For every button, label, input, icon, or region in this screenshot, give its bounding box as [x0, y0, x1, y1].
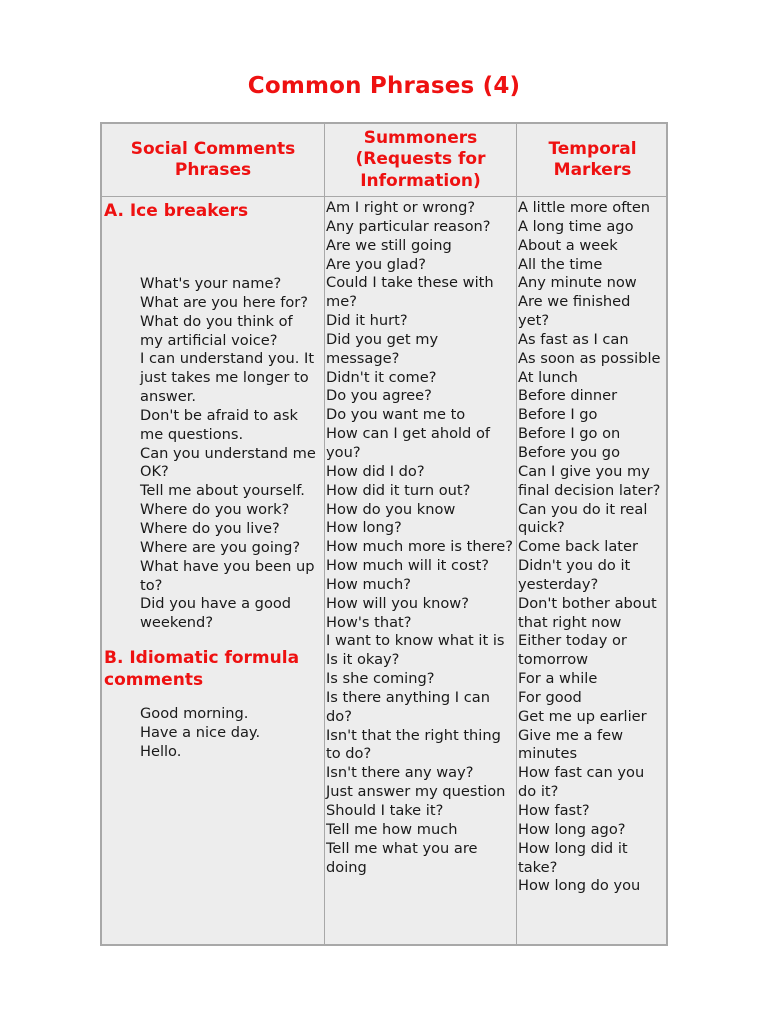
ice-breaker-phrase: What do you think of my artificial voice?	[140, 312, 293, 349]
idiomatic-phrase: Good morning.	[140, 705, 249, 723]
summoner-phrase: How did I do?	[326, 462, 425, 480]
ice-breaker-phrase: What have you been up to?	[140, 557, 315, 594]
temporal-marker-phrase: Give me a few minutes	[518, 726, 624, 763]
section-heading-idiomatic: B. Idiomatic formula comments	[104, 648, 300, 691]
temporal-marker-phrase: Before I go	[518, 406, 598, 424]
summoner-phrase: Tell me how much	[326, 820, 458, 838]
summoner-phrase: How much will it cost?	[326, 557, 490, 575]
temporal-markers-column	[516, 124, 668, 944]
temporal-marker-phrase: Before dinner	[518, 387, 618, 405]
temporal-marker-phrase: How long did it take?	[518, 839, 628, 876]
temporal-markers-list	[518, 199, 666, 896]
temporal-markers-header: Temporal Markers	[517, 124, 668, 197]
summoner-phrase: How's that?	[326, 613, 412, 631]
summoner-phrase: Do you want me to	[326, 406, 466, 424]
temporal-marker-phrase: Before I go on	[518, 425, 621, 443]
temporal-marker-phrase: How fast can you do it?	[518, 764, 645, 801]
ice-breaker-phrase: Tell me about yourself.	[140, 482, 305, 500]
summoner-phrase: Am I right or wrong?	[326, 199, 476, 216]
section-heading-ice-breakers: A. Ice breakers	[104, 201, 249, 221]
temporal-marker-phrase: All the time	[518, 255, 603, 273]
temporal-marker-phrase: Either today or tomorrow	[518, 632, 627, 669]
social-comments-header: Social Comments Phrases	[102, 124, 324, 197]
social-comments-body	[102, 198, 324, 944]
temporal-marker-phrase: Are we finished yet?	[518, 293, 631, 330]
temporal-marker-phrase: For a while	[518, 670, 598, 688]
temporal-marker-phrase: As soon as possible	[518, 349, 661, 367]
temporal-marker-phrase: Come back later	[518, 538, 638, 556]
ice-breaker-phrase: Did you have a good weekend?	[140, 595, 292, 632]
temporal-marker-phrase: Didn't you do it yesterday?	[518, 557, 631, 593]
temporal-marker-phrase: Can you do it real quick?	[518, 500, 648, 537]
summoner-phrase: Is she coming?	[326, 670, 435, 688]
summoner-phrase: Isn't that the right thing to do?	[326, 726, 501, 763]
temporal-marker-phrase: How long ago?	[518, 820, 626, 838]
temporal-markers-body	[517, 198, 668, 944]
summoner-phrase: How will you know?	[326, 594, 469, 612]
page-title: Common Phrases (4)	[247, 73, 521, 99]
temporal-marker-phrase: How fast?	[518, 802, 590, 819]
summoner-phrase: Should I take it?	[326, 802, 444, 819]
idiomatic-list	[102, 705, 324, 762]
summoner-phrase: How can I get ahold of you?	[326, 425, 491, 461]
temporal-marker-phrase: Don't bother about that right now	[518, 594, 657, 631]
summoner-phrase: Is it okay?	[326, 651, 400, 669]
idiomatic-phrase: Have a nice day.	[140, 723, 261, 741]
ice-breakers-list	[102, 275, 324, 633]
temporal-marker-phrase: About a week	[518, 236, 618, 254]
summoner-phrase: How did it turn out?	[326, 481, 471, 499]
summoner-phrase: How much more is there?	[326, 538, 513, 556]
summoner-phrase: I want to know what it is	[326, 632, 505, 650]
summoner-phrase: Are you glad?	[326, 255, 427, 273]
summoner-phrase: Could I take these with me?	[326, 274, 494, 311]
temporal-marker-phrase: A little more often	[518, 199, 651, 216]
temporal-marker-phrase: Before you go	[518, 443, 620, 461]
ice-breaker-phrase: Don't be afraid to ask me questions.	[140, 406, 298, 443]
summoner-phrase: How much?	[326, 575, 411, 593]
summoner-phrase: How long?	[326, 519, 402, 537]
ice-breaker-phrase: Where are you going?	[140, 538, 301, 556]
summoners-list	[326, 199, 514, 877]
temporal-marker-phrase: At lunch	[518, 368, 578, 386]
summoner-phrase: Is there anything I can do?	[326, 688, 490, 725]
summoner-phrase: Did it hurt?	[326, 312, 408, 330]
ice-breaker-phrase: Where do you work?	[140, 501, 290, 519]
summoners-body	[325, 198, 516, 944]
summoners-header: Summoners (Requests for Information)	[325, 124, 516, 197]
summoner-phrase: Any particular reason?	[326, 217, 491, 235]
phrases-table	[100, 122, 668, 946]
ice-breaker-phrase: What are you here for?	[140, 293, 309, 311]
summoner-phrase: Do you agree?	[326, 387, 432, 405]
ice-breaker-phrase: I can understand you. It just takes me longer to answer.	[140, 350, 315, 406]
temporal-marker-phrase: A long time ago	[518, 217, 634, 235]
social-comments-column	[102, 124, 324, 944]
summoner-phrase: How do you know	[326, 500, 456, 518]
ice-breaker-phrase: What's your name?	[140, 275, 282, 292]
summoner-phrase: Isn't there any way?	[326, 764, 474, 782]
summoners-column	[324, 124, 516, 944]
temporal-marker-phrase: Any minute now	[518, 274, 637, 292]
summoner-phrase: Are we still going	[326, 236, 452, 254]
summoner-phrase: Did you get my message?	[326, 330, 439, 367]
temporal-marker-phrase: How long do you	[518, 877, 641, 895]
ice-breaker-phrase: Can you understand me OK?	[140, 444, 316, 481]
summoner-phrase: Didn't it come?	[326, 368, 437, 386]
summoner-phrase: Just answer my question	[326, 783, 506, 801]
idiomatic-phrase: Hello.	[140, 742, 182, 760]
temporal-marker-phrase: Get me up earlier	[518, 707, 647, 725]
temporal-marker-phrase: Can I give you my final decision later?	[518, 462, 661, 499]
temporal-marker-phrase: As fast as I can	[518, 330, 629, 348]
temporal-marker-phrase: For good	[518, 688, 582, 706]
summoner-phrase: Tell me what you are doing	[326, 839, 478, 876]
ice-breaker-phrase: Where do you live?	[140, 519, 280, 537]
